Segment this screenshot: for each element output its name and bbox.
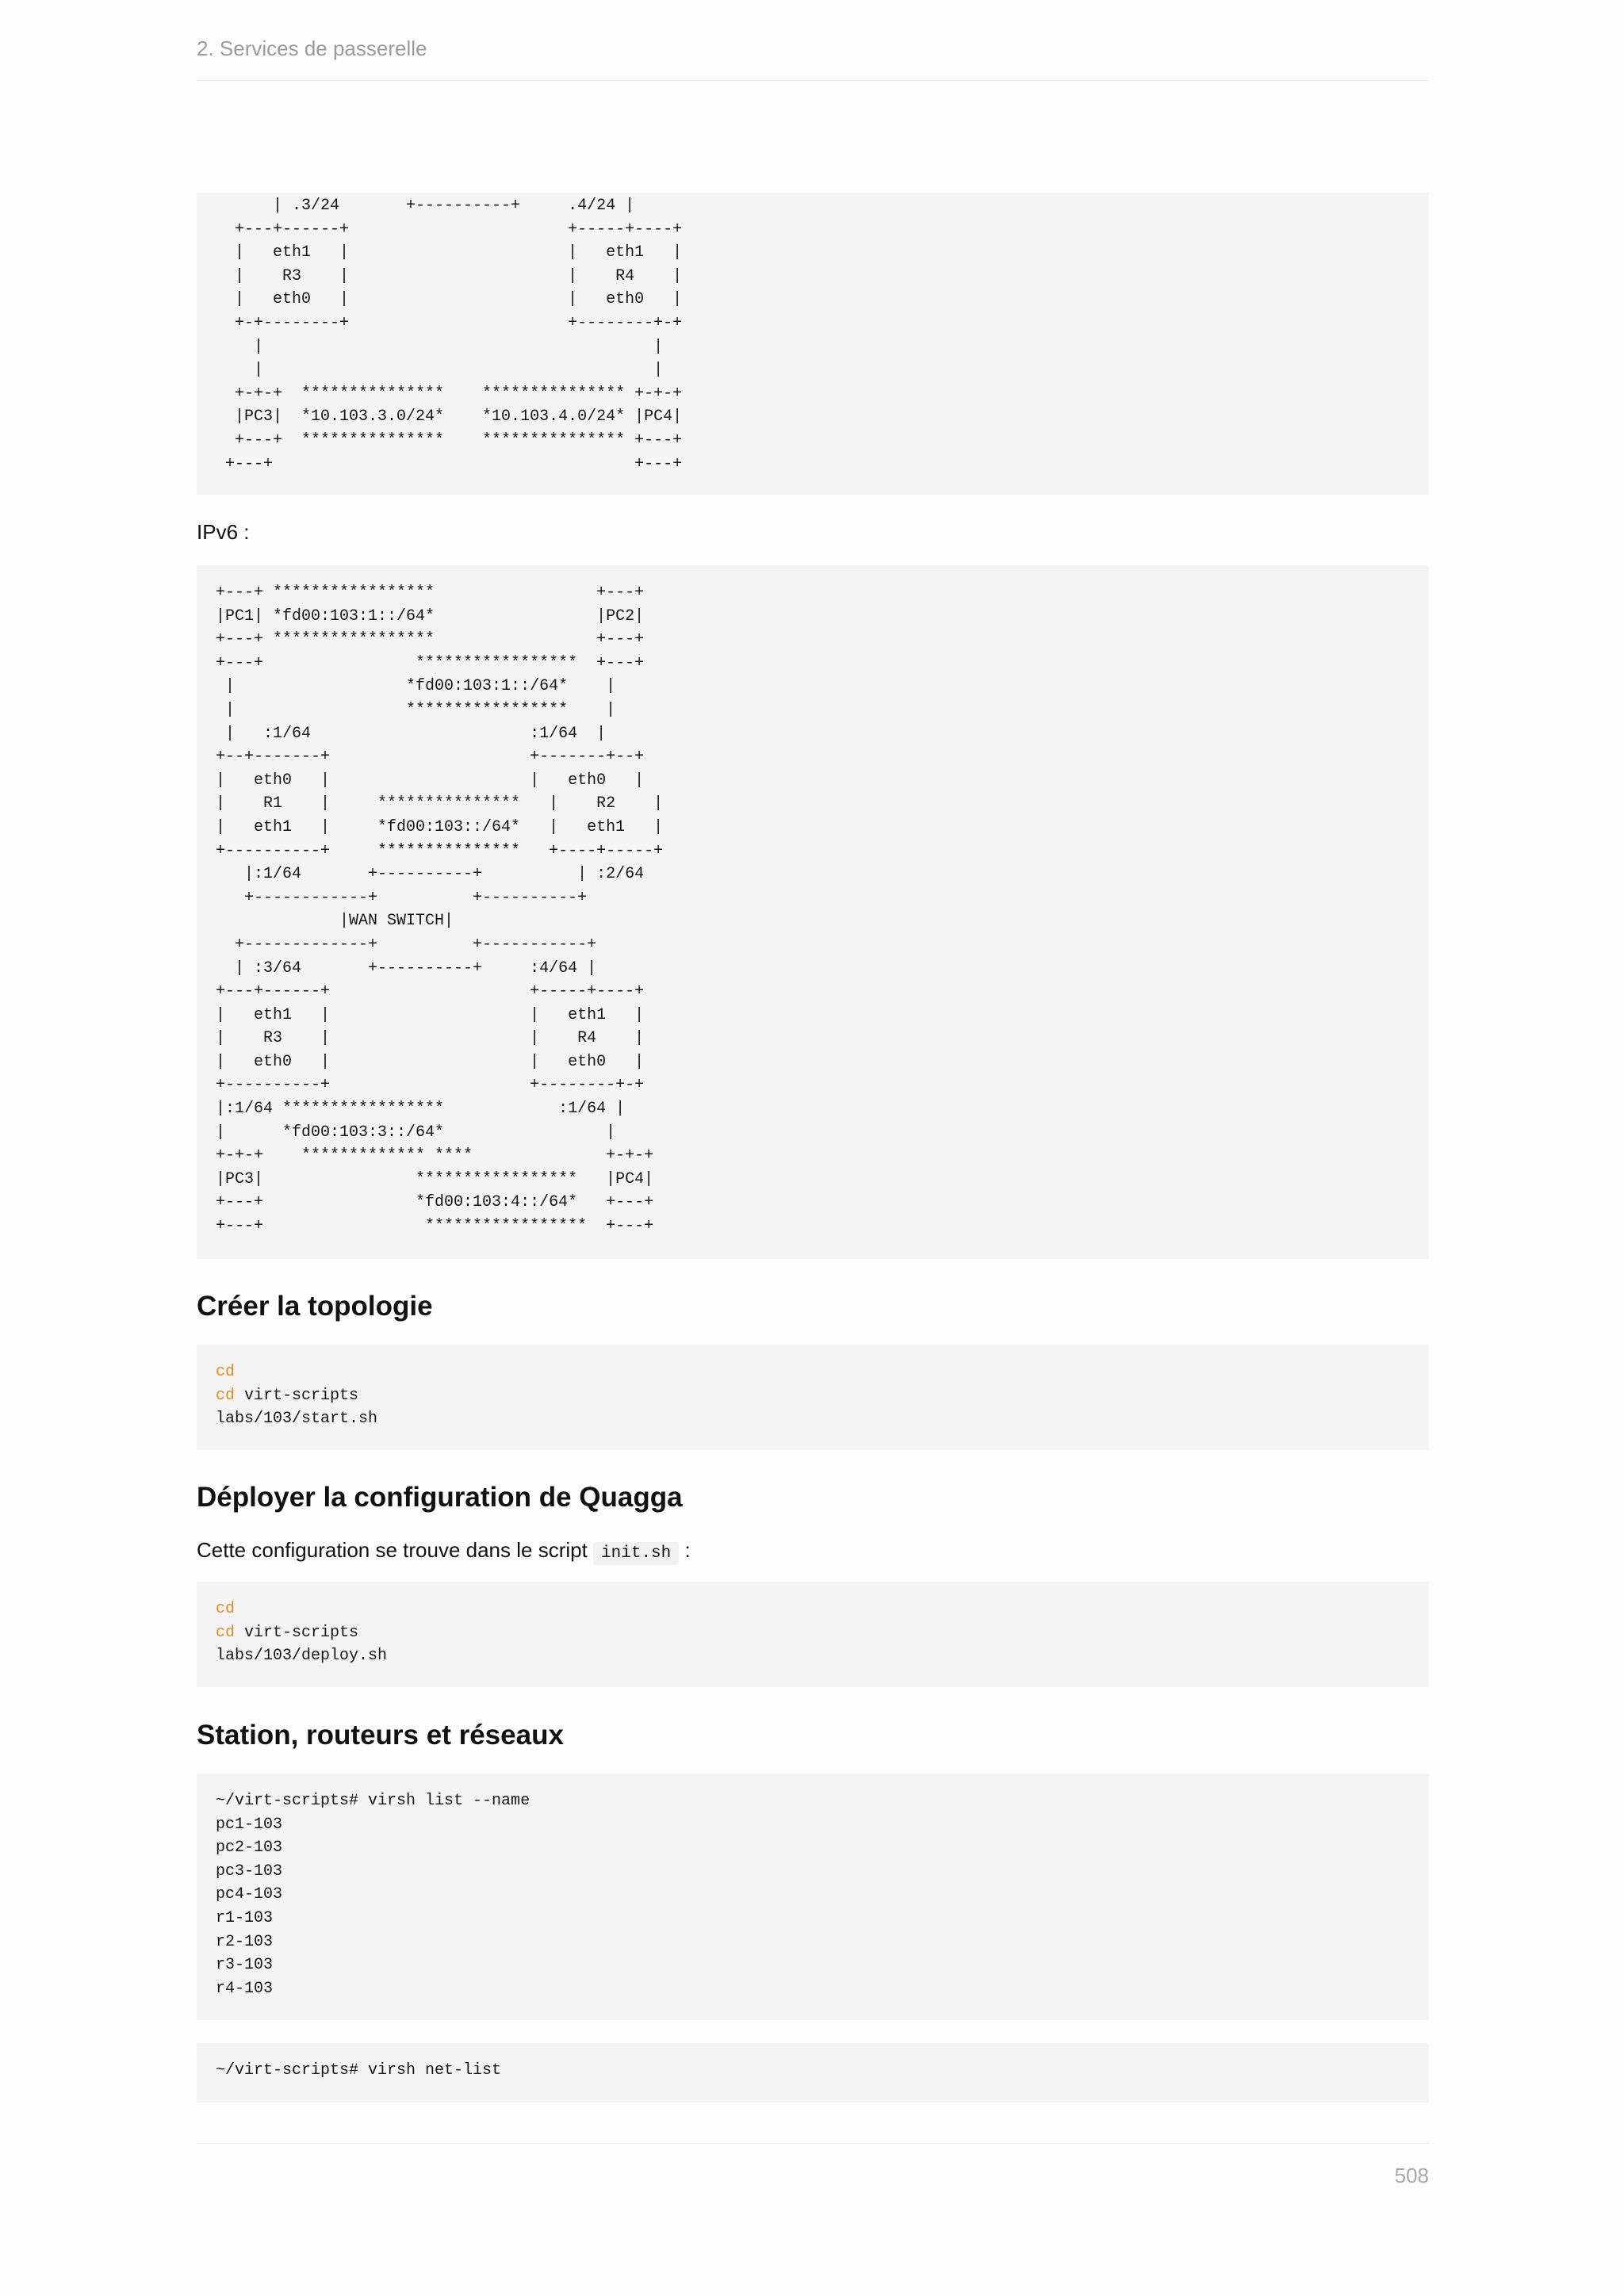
code-text: virt-scripts	[235, 1386, 359, 1405]
description-text: Cette configuration se trouve dans le script	[197, 1538, 594, 1562]
code-text: virt-scripts	[235, 1623, 359, 1642]
section-title-create-topology: Créer la topologie	[197, 1291, 433, 1322]
ipv4-topology-diagram: | .3/24 +----------+ .4/24 | +---+------+ +-----+----+ | eth1 | | eth1 | | R3 | | R4 | | eth0 | | eth0 | +-+--------+ +--------+-+ | | | | +-+-+ *************** *************** +-+-+ |PC3| *10.103.3.0/24* *10.103.4.0/24* |PC4| +---+ *************** *************** +---+ +---+ +---+	[197, 193, 1429, 495]
virsh-net-list-code: ~/virt-scripts# virsh net-list	[197, 2043, 1429, 2103]
deploy-code	[197, 1582, 1429, 1687]
code-keyword: cd	[216, 1363, 236, 1381]
code-text: labs/103/start.sh	[216, 1410, 378, 1429]
inline-code-script-name: init.sh	[593, 1542, 679, 1565]
create-topology-code	[197, 1345, 1429, 1450]
code-keyword: cd	[216, 1623, 236, 1642]
code-keyword: cd	[216, 1600, 236, 1618]
deploy-description	[197, 1538, 691, 1563]
section-title-stations-routers: Station, routeurs et réseaux	[197, 1720, 564, 1751]
description-text-end: :	[679, 1538, 691, 1562]
header-divider	[197, 80, 1429, 81]
running-header: 2. Services de passerelle	[197, 36, 427, 60]
virsh-list-code: ~/virt-scripts# virsh list --name pc1-103 pc2-103 pc3-103 pc4-103 r1-103 r2-103 r3-103 r4-103	[197, 1774, 1429, 2020]
code-text: labs/103/deploy.sh	[216, 1647, 388, 1666]
ipv6-topology-diagram: +---+ ***************** +---+ |PC1| *fd00:103:1::/64* |PC2| +---+ ***************** +---+ +---+ ***************** +---+ | *fd00:103:1::/64* | | ***************** | | :1/64 :1/64 | +--+-------+ +-------+--+ | eth0 | | eth0 | | R1 | *************** | R2 | | eth1 | *fd00:103::/64* | eth1 | +----------+ *************** +----+-----+ |:1/64 +----------+ | :2/64 +------------+ +----------+ |WAN SWITCH| +-------------+ +-----------+ | :3/64 +----------+ :4/64 | +---+------+ +-----+----+ | eth1 | | eth1 | | R3 | | R4 | | eth0 | | eth0 | +----------+ +--------+-+ |:1/64 ***************** :1/64 | | *fd00:103:3::/64* | +-+-+ ************* **** +-+-+ |PC3| ***************** |PC4| +---+ *fd00:103:4::/64* +---+ +---+ ***************** +---+	[197, 565, 1429, 1259]
footer-divider	[197, 2143, 1429, 2144]
ipv6-label: IPv6 :	[197, 520, 250, 544]
page-number: 508	[1394, 2164, 1429, 2187]
document-page	[197, 0, 1429, 2296]
section-title-deploy-quagga: Déployer la configuration de Quagga	[197, 1482, 683, 1513]
code-keyword: cd	[216, 1386, 236, 1405]
